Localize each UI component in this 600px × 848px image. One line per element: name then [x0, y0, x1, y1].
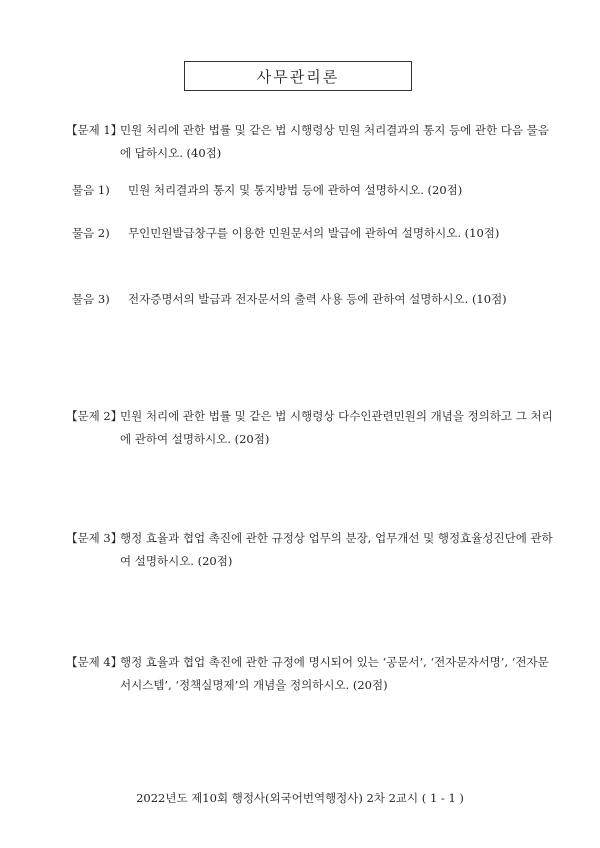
- sub-question-2: [72, 222, 556, 245]
- sub-question-2-text: 무인민원발급창구를 이용한 민원문서의 발급에 관하여 설명하시오. (10점): [128, 226, 500, 240]
- question-4: [66, 651, 556, 697]
- question-3-text: 행정 효율과 협업 촉진에 관한 규정상 업무의 분장, 업무개선 및 행정효율성진단에 관하여 설명하시오. (20점): [120, 531, 553, 568]
- sub-question-2-label: 물음 2): [72, 226, 110, 240]
- sub-question-3: [72, 288, 556, 311]
- question-2: [66, 405, 556, 451]
- sub-question-3-label: 물음 3): [72, 292, 110, 306]
- page-title: 사무관리론: [184, 61, 412, 91]
- sub-question-1-label: 물음 1): [72, 183, 110, 197]
- sub-question-3-text: 전자증명서의 발급과 전자문서의 출력 사용 등에 관하여 설명하시오. (10점): [128, 292, 507, 306]
- question-4-text: 행정 효율과 협업 촉진에 관한 규정에 명시되어 있는 ‘공문서’, ‘전자문자서명’, ‘전자문서시스템’, ‘정책실명제’의 개념을 정의하시오. (20점): [120, 655, 549, 692]
- question-4-label: 【문제 4】: [66, 655, 123, 669]
- question-2-label: 【문제 2】: [66, 409, 123, 423]
- question-3: [66, 527, 556, 573]
- sub-question-1-text: 민원 처리결과의 통지 및 통지방법 등에 관하여 설명하시오. (20점): [128, 183, 463, 197]
- page-footer: 2022년도 제10회 행정사(외국어번역행정사) 2차 2교시 ( 1 - 1 ): [136, 791, 464, 805]
- question-1-text: 민원 처리에 관한 법률 및 같은 법 시행령상 민원 처리결과의 통지 등에 관한 다음 물음에 답하시오. (40점): [120, 123, 549, 160]
- question-3-label: 【문제 3】: [66, 531, 123, 545]
- sub-question-1: [72, 179, 556, 202]
- question-2-text: 민원 처리에 관한 법률 및 같은 법 시행령상 다수인관련민원의 개념을 정의하고 그 처리에 관하여 설명하시오. (20점): [120, 409, 553, 446]
- question-1: [66, 119, 556, 165]
- question-1-label: 【문제 1】: [66, 123, 123, 137]
